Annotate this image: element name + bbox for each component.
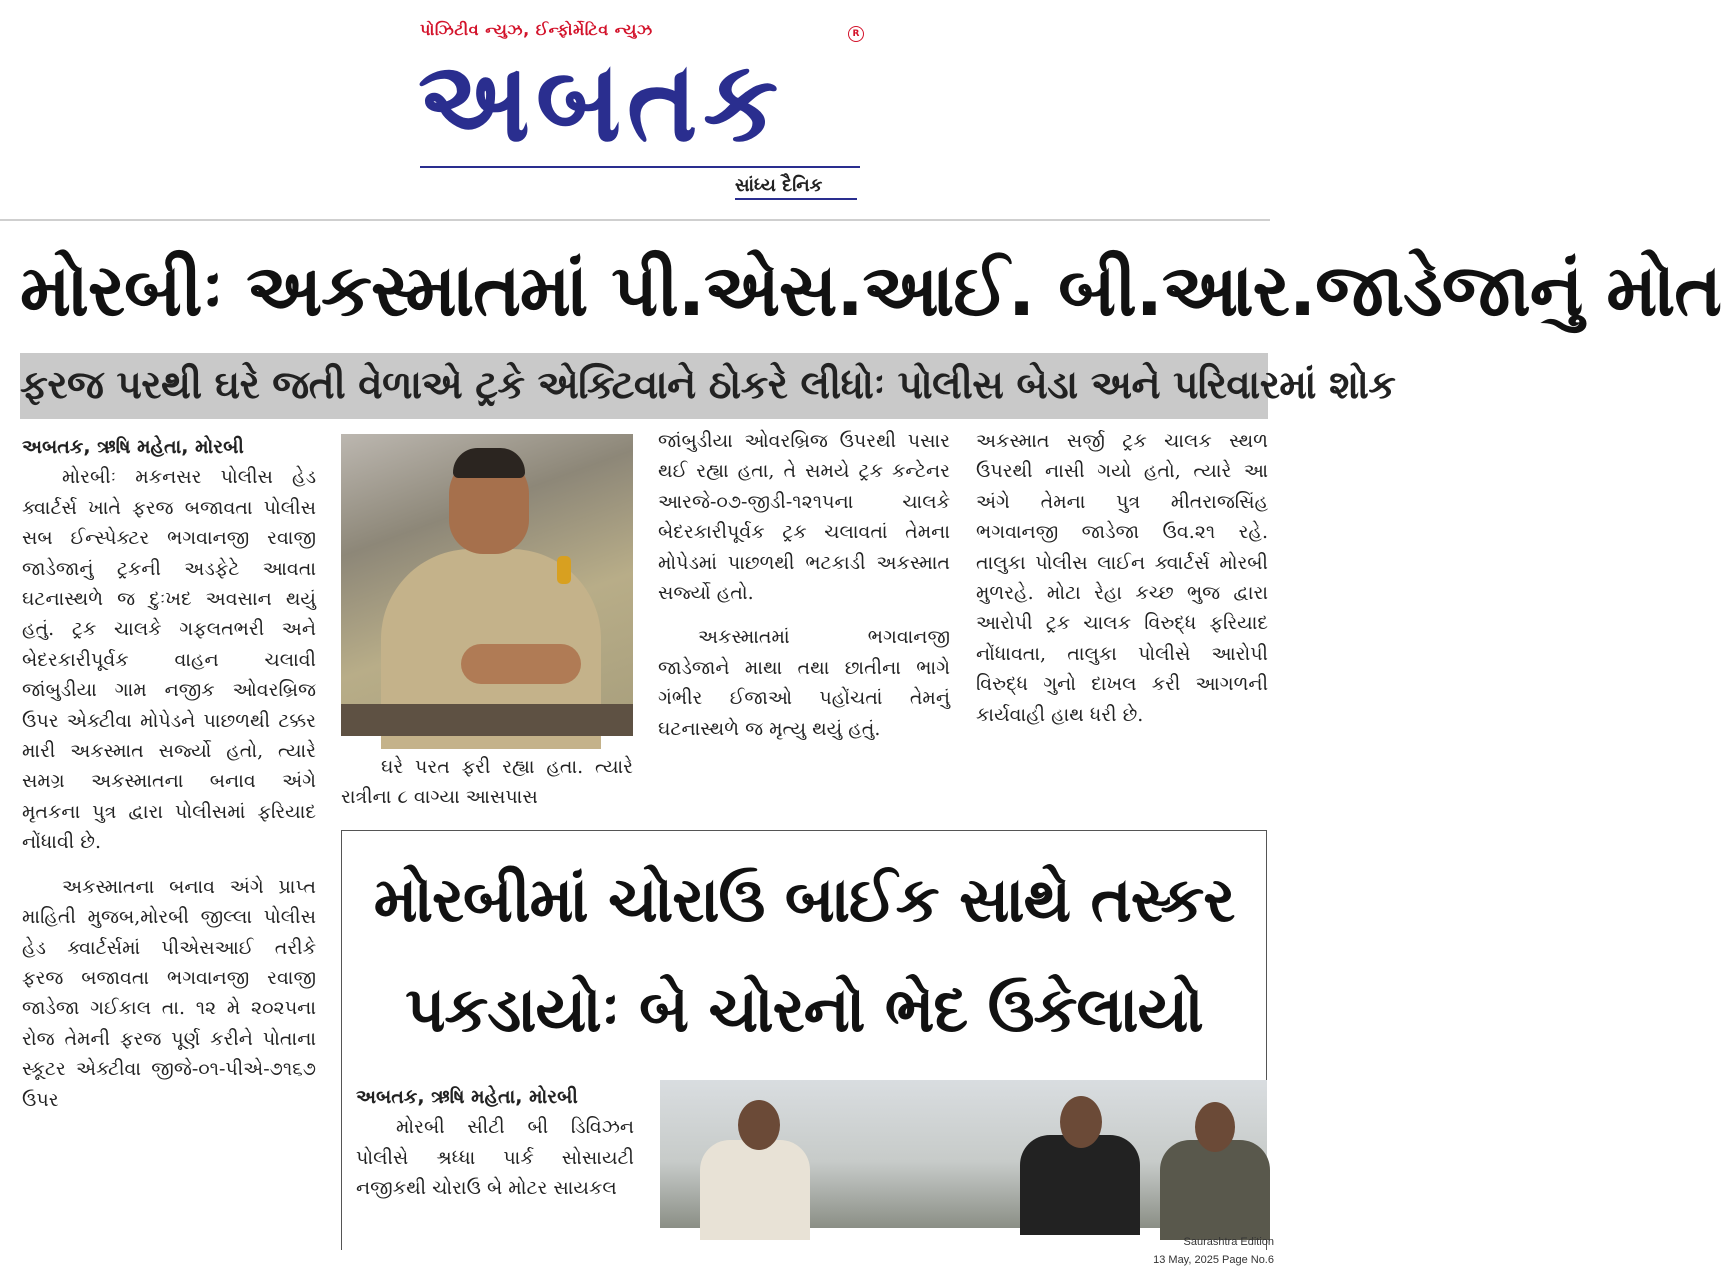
story1-paragraph: જાંબુડીયા ઓવરબ્રિજ ઉપરથી પસાર થઈ રહ્યા હતા, તે સમયે ટ્રક કન્ટેનર આરજે-૦૭-જીડી-૧૨૧૫ના ચાલકે બેદરકારીપૂર્વક ટ્રક ચલાવતાં તેમના મોપેડમાં પાછળથી ભટકાડી અકસ્માત સર્જ્યો હતો. [658,430,950,605]
logo-divider [420,166,860,168]
story2-paragraph: મોરબી સીટી બી ડિવિઝન પોલીસે શ્રધ્ધા પાર્ક સોસાયટી નજીકથી ચોરાઉ બે મોટર સાયકલ [356,1116,634,1200]
psi-portrait-photo [341,434,633,736]
masthead-tagline: પોઝિટીવ ન્યુઝ, ઈન્ફોર્મેટિવ ન્યુઝ [420,20,653,39]
story1-column-4 [976,426,1268,806]
story1-paragraph: અકસ્માતમાં ભગવાનજી જાડેજાને માથા તથા છાતીના ભાગે ગંભીર ઈજાઓ પહોંચતાં તેમનું ઘટનાસ્થળે જ મૃત્યુ થયું હતું. [658,626,950,740]
photo-face-2 [1060,1096,1102,1148]
story1-paragraph: મોરબીઃ મકનસર પોલીસ હેડ ક્વાર્ટર્સ ખાતે ફરજ બજાવતા પોલીસ સબ ઈન્સ્પેક્ટર ભગવાનજી રવાજી જાડેજાનું ટ્રકની અડફેટે આવતા ઘટનાસ્થળે જ દુઃખદ અવસાન થયું હતું. ટ્રક ચાલકે ગફલતભરી અને બેદરકારીપૂર્વક વાહન ચલાવી જાંબુડીયા ગામ નજીક ઓવરબ્રિજ ઉપર એક્ટીવા મોપેડને પાછળથી ટક્કર મારી અકસ્માત સર્જ્યો હતો, ત્યારે સમગ્ર અકસ્માતના બનાવ અંગે મૃતકના પુત્ર દ્વારા પોલીસમાં ફરિયાદ નોંધાવી છે. [22,466,316,854]
photo-face-3 [1195,1102,1235,1152]
story1-headline: મોરબીઃ અકસ્માતમાં પી.એસ.આઈ. બી.આર.જાડેજાનું મોત [20,248,1721,332]
masthead-subtitle: સાંધ્ય દૈનિક [735,175,823,196]
story1-paragraph: અકસ્માત સર્જી ટ્રક ચાલક સ્થળ ઉપરથી નાસી ગયો હતો, ત્યારે આ અંગે તેમના પુત્ર મીતરાજસિંહ ભગવાનજી જાડેજા ઉવ.૨૧ રહે. તાલુકા પોલીસ લાઈન ક્વાર્ટર્સ મોરબી મુળરહે. મોટા રેહા કચ્છ ભુજ દ્વારા આરોપી ટ્રક ચાલક વિરુદ્ધ ફરિયાદ નોંધાવતા, તાલુકા પોલીસે આરોપી વિરુદ્ધ ગુનો દાખલ કરી આગળની કાર્યવાહી હાથ ધરી છે. [976,430,1268,726]
story2-headline: મોરબીમાં ચોરાઉ બાઈક સાથે તસ્કર પકડાયોઃ બે ચોરનો ભેદ ઉકેલાયો [373,863,1235,1046]
photo-figure-hands [461,644,581,684]
newspaper-logo: અબતક [418,36,785,167]
edition-label: Saurashtra Edition [1183,1236,1274,1248]
date-page-label: 13 May, 2025 Page No.6 [1153,1254,1274,1266]
photo-person-3 [1160,1140,1270,1240]
story1-deck: ફરજ પરથી ઘરે જતી વેળાએ ટ્રકે એક્ટિવાને ઠોકરે લીધોઃ પોલીસ બેડા અને પરિવારમાં શોક [20,353,1268,419]
story1-paragraph: અકસ્માતના બનાવ અંગે પ્રાપ્ત માહિતી મુજબ,મોરબી જીલ્લા પોલીસ હેડ ક્વાર્ટર્સમાં પીએસઆઈ તરીકે ફરજ બજાવતા ભગવાનજી રવાજી જાડેજા ગઈકાલ તા. ૧૨ મે ૨૦૨૫ના રોજ તેમની ફરજ પૂર્ણ કરીને પોતાના સ્કૂટર એક્ટીવા જીજે-૦૧-પીએ-૭૧૬૭ ઉપર [22,875,316,1111]
photo-figure-hair [453,448,525,478]
photo-face-1 [738,1100,780,1150]
story1-column-1 [22,432,316,1230]
story1-paragraph: ઘરે પરત ફરી રહ્યા હતા. ત્યારે રાત્રીના ૮ વાગ્યા આસપાસ [341,756,633,809]
photo-person-1 [700,1140,810,1240]
accused-group-photo [660,1080,1267,1228]
masthead-divider [0,219,1270,221]
registered-trademark-icon: R [848,26,864,42]
photo-badge [557,556,571,584]
subtitle-divider [735,198,857,200]
story1-column-2 [341,752,633,816]
story2-column-1 [356,1082,634,1232]
story2-byline: અબતક, ઋષિ મહેતા, મોરબી [356,1086,578,1108]
photo-person-2 [1020,1135,1140,1235]
story1-byline: અબતક, ઋષિ મહેતા, મોરબી [22,436,244,458]
story1-column-3 [658,426,950,806]
photo-desk [341,704,633,736]
